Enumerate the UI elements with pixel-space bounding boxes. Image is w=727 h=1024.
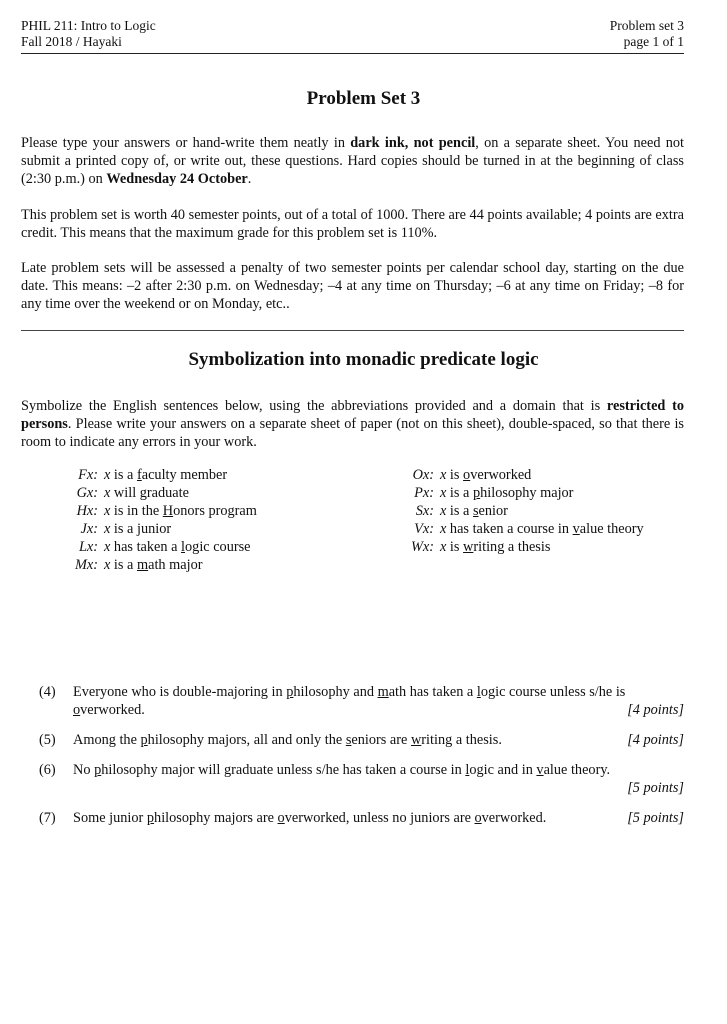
problem-points: [4 points] — [627, 732, 684, 748]
header-right — [610, 18, 684, 50]
abbreviation-item: Sx: x is a senior — [415, 503, 508, 519]
problem-number: (5) — [39, 732, 56, 748]
problem-list — [21, 683, 684, 827]
problem-number: (6) — [39, 762, 56, 778]
problem-4 — [21, 683, 684, 719]
problem-text: Everyone who is double-majoring in philosophy and math has taken a logic course unless s/he is overworked. [4 points] — [73, 684, 684, 718]
page-title: Problem Set 3 — [306, 88, 421, 109]
problem-points: [5 points] — [627, 780, 684, 796]
grading-paragraph: This problem set is worth 40 semester points, out of a total of 1000. There are 44 points available; 4 points are extra credit. This means that the maximum grade for this problem set is 110%. — [21, 207, 684, 241]
course-name: PHIL 211: Intro to Logic — [21, 18, 156, 33]
section-divider — [21, 330, 684, 331]
abbreviation-item: Gx: x will graduate — [76, 485, 189, 501]
problem-6 — [21, 761, 684, 797]
header-divider — [21, 53, 684, 54]
section-title: Symbolization into monadic predicate logic — [188, 349, 539, 370]
abbreviation-item: Ox: x is overworked — [412, 467, 532, 483]
problem-text: No philosophy major will graduate unless s/he has taken a course in logic and in value theory. [5 points] — [73, 762, 684, 796]
abbreviation-item: Mx: x is a math major — [74, 557, 203, 573]
abbreviation-item: Jx: x is a junior — [80, 521, 172, 537]
late-policy-paragraph: Late problem sets will be assessed a penalty of two semester points per calendar school day, starting on the due date. This means: –2 after 2:30 p.m. on Wednesday; –4 at any time on Thursday; –6 at any time on Friday; –8 for any time over the weekend or on Monday, etc.. — [21, 260, 684, 312]
abbreviation-item: Fx: x is a faculty member — [78, 467, 228, 483]
header-left — [21, 18, 156, 50]
problem-points: [4 points] — [627, 702, 684, 718]
term-instructor: Fall 2018 / Hayaki — [21, 34, 122, 49]
instructions-paragraph: Please type your answers or hand-write them neatly in dark ink, not pencil, on a separate sheet. You need not submit a printed copy of, or write out, these questions. Hard copies should be turned in at the beginning of class (2:30 p.m.) on Wednesday 24 October. — [21, 135, 685, 187]
problem-points: [5 points] — [627, 810, 684, 826]
abbreviation-item: Vx: x has taken a course in value theory — [414, 521, 644, 537]
problem-text: Some junior philosophy majors are overworked, unless no juniors are overworked. [5 points] — [73, 810, 684, 826]
problem-set-label: Problem set 3 — [609, 18, 684, 33]
problem-number: (4) — [39, 684, 56, 700]
problem-text: Among the philosophy majors, all and only the seniors are writing a thesis. [4 points] — [73, 732, 684, 748]
page-number: page 1 of 1 — [623, 34, 684, 49]
abbreviation-item: Hx: x is in the Honors program — [76, 503, 257, 519]
abbreviation-item: Lx: x has taken a logic course — [78, 539, 251, 555]
problem-5 — [21, 731, 684, 749]
section-instructions: Symbolize the English sentences below, using the abbreviations provided and a domain that is restricted to persons. Please write your answers on a separate sheet of paper (not on this sheet), double-spaced, so that there is room to indicate any errors in your work. — [21, 398, 684, 450]
abbreviation-item: Wx: x is writing a thesis — [410, 539, 551, 555]
problem-number: (7) — [39, 810, 56, 826]
abbreviations-right — [404, 466, 644, 556]
abbreviation-item: Px: x is a philosophy major — [414, 485, 574, 501]
abbreviations-left — [74, 466, 257, 574]
problem-7 — [21, 809, 684, 827]
